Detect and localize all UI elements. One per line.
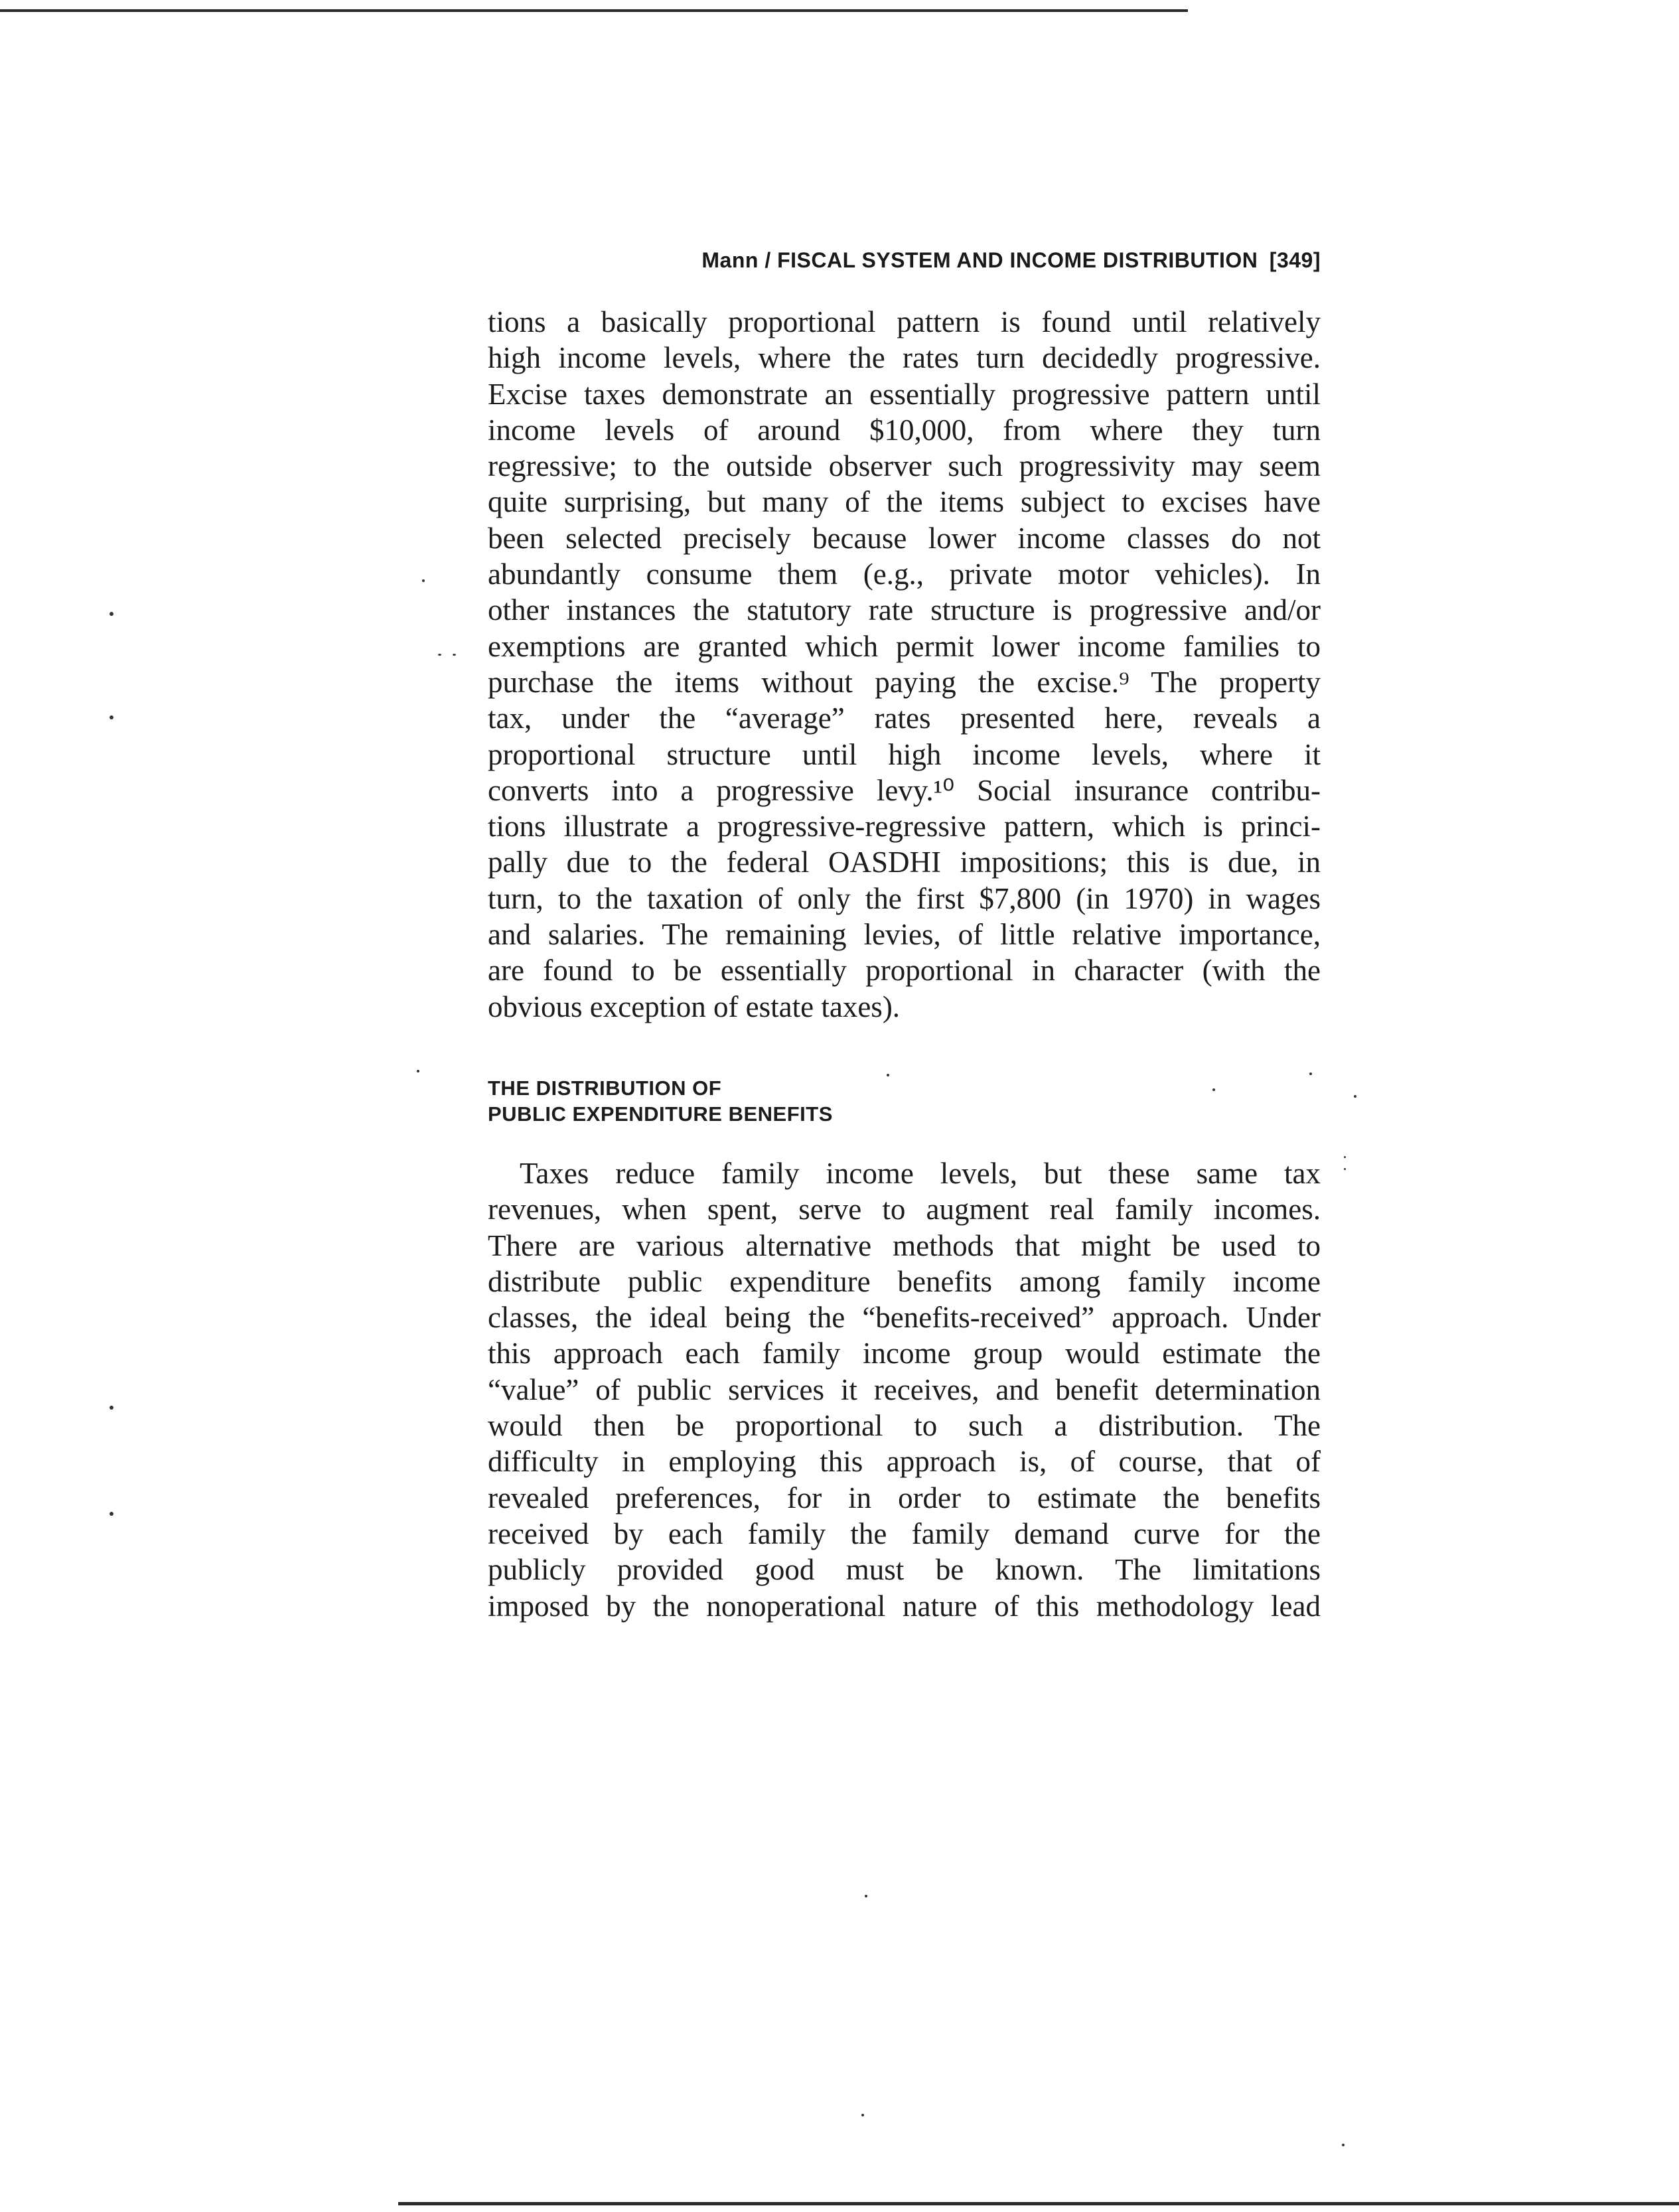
- text-line: would then be proportional to such a distribution. The: [488, 1409, 1321, 1443]
- text-line: abundantly consume them (e.g., private motor vehicles). In: [488, 557, 1321, 591]
- section-heading-line-2: PUBLIC EXPENDITURE BENEFITS: [488, 1102, 833, 1126]
- scan-speck: [865, 1895, 867, 1897]
- scan-speck: [887, 1074, 889, 1076]
- scan-speck: [861, 2114, 864, 2116]
- text-line: classes, the ideal being the “benefits-received” approach. Under: [488, 1301, 1321, 1335]
- text-line: converts into a progressive levy.¹⁰ Social insurance contribu-: [488, 773, 1321, 807]
- text-line: proportional structure until high income levels, where it: [488, 737, 1321, 771]
- scan-speck: [453, 654, 456, 656]
- text-line: purchase the items without paying the excise.⁹ The property: [488, 665, 1321, 699]
- bottom-scan-border: [398, 2202, 1679, 2205]
- text-line: quite surprising, but many of the items subject to excises have: [488, 485, 1321, 519]
- scan-speck: [110, 612, 113, 616]
- running-title: Mann / FISCAL SYSTEM AND INCOME DISTRIBUTION: [701, 248, 1258, 272]
- scan-speck: [1342, 2144, 1345, 2146]
- text-line: other instances the statutory rate structure is progressive and/or: [488, 593, 1321, 627]
- text-line: revealed preferences, for in order to estimate the benefits: [488, 1481, 1321, 1514]
- scan-speck: [1344, 1156, 1346, 1158]
- scan-speck: [110, 715, 113, 719]
- text-line: difficulty in employing this approach is, of course, that of: [488, 1445, 1321, 1479]
- text-line: regressive; to the outside observer such progressivity may seem: [488, 449, 1321, 483]
- scan-speck: [422, 579, 425, 582]
- scan-speck: [438, 654, 441, 656]
- text-line: received by each family the family demand curve for the: [488, 1516, 1321, 1550]
- scan-speck: [110, 1512, 113, 1516]
- text-line: tax, under the “average” rates presented here, reveals a: [488, 701, 1321, 735]
- text-line: this approach each family income group would estimate the: [488, 1337, 1321, 1370]
- section-heading-line-1: THE DISTRIBUTION OF: [488, 1076, 722, 1100]
- text-line: distribute public expenditure benefits among family income: [488, 1264, 1321, 1298]
- text-line: imposed by the nonoperational nature of this methodology lead: [488, 1589, 1321, 1623]
- running-header: [488, 248, 1321, 273]
- paragraph-tax-incidence: [488, 304, 1321, 1025]
- text-line: turn, to the taxation of only the first $7,800 (in 1970) in wages: [488, 881, 1321, 915]
- scan-speck: [1344, 1168, 1346, 1170]
- text-line: income levels of around $10,000, from where they turn: [488, 413, 1321, 447]
- text-line: obvious exception of estate taxes).: [488, 990, 901, 1023]
- text-line: are found to be essentially proportional in character (with the: [488, 954, 1321, 988]
- scan-speck: [417, 1070, 419, 1072]
- scan-speck: [1354, 1095, 1356, 1098]
- scan-speck: [110, 1406, 113, 1410]
- text-line: There are various alternative methods that might be used to: [488, 1228, 1321, 1262]
- text-line: and salaries. The remaining levies, of little relative importance,: [488, 918, 1321, 952]
- text-line: revenues, when spent, serve to augment real family incomes.: [488, 1193, 1321, 1226]
- text-line: been selected precisely because lower income classes do not: [488, 521, 1321, 555]
- text-line: Taxes reduce family income levels, but these same tax: [520, 1157, 1321, 1190]
- text-line: Excise taxes demonstrate an essentially progressive pattern until: [488, 377, 1321, 411]
- page-number: [349]: [1269, 248, 1321, 272]
- top-scan-border: [0, 9, 1188, 12]
- text-line: publicly provided good must be known. The limitations: [488, 1553, 1321, 1587]
- text-line: high income levels, where the rates turn decidedly progressive.: [488, 341, 1321, 375]
- scan-speck: [1212, 1088, 1215, 1091]
- paragraph-expenditure-benefits: [488, 1155, 1321, 1624]
- text-line: exemptions are granted which permit lower income families to: [488, 629, 1321, 663]
- text-line: tions a basically proportional pattern is found until relatively: [488, 305, 1321, 338]
- text-line: “value” of public services it receives, and benefit determination: [488, 1372, 1321, 1406]
- section-heading: [488, 1075, 833, 1127]
- scan-speck: [1309, 1072, 1312, 1075]
- text-line: pally due to the federal OASDHI impositions; this is due, in: [488, 846, 1321, 879]
- text-line: tions illustrate a progressive-regressive pattern, which is princi-: [488, 810, 1321, 844]
